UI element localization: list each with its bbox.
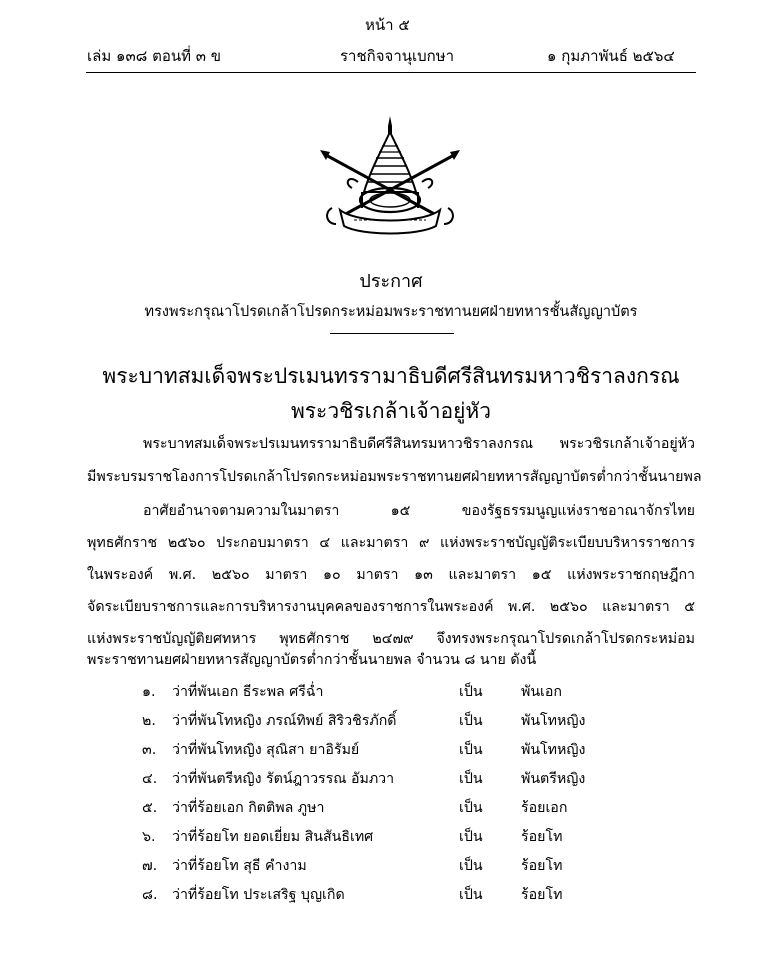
king-name-line2: พระวชิรเกล้าเจ้าอยู่หัว [290,399,492,423]
item-as: เป็น [459,684,483,700]
item-as: เป็น [459,887,483,903]
gazette-name: ราชกิจจานุเบกษา [340,47,455,65]
item-name: ว่าที่พันเอก ธีระพล ศรีฉ่ำ [172,684,324,700]
announcement-title: ประกาศ [359,271,423,292]
item-number: ๒. [142,713,156,729]
paragraph-2-line-3: ในพระองค์ พ.ศ. ๒๕๖๐ มาตรา ๑๐ มาตรา ๑๓ และมาตรา ๑๕ แห่งพระราชกฤษฎีกา [87,567,695,583]
item-name: ว่าที่พันตรีหญิง รัตน์ฎาวรรณ อัมภวา [172,771,395,787]
item-name: ว่าที่ร้อยโท สุธี คำงาม [172,858,307,874]
item-name: ว่าที่พันโทหญิง สุณิสา ยาอิรัมย์ [172,742,360,758]
king-name-line1: พระบาทสมเด็จพระปรเมนทรรามาธิบดีศรีสินทรมหาวชิราลงกรณ [102,364,680,388]
item-number: ๓. [142,742,157,758]
publication-date: ๑ กุมภาพันธ์ ๒๕๖๔ [547,47,675,65]
item-as: เป็น [459,742,483,758]
title-rule [330,333,454,334]
item-rank: พันโทหญิง [521,713,586,729]
announcement-subtitle: ทรงพระกรุณาโปรดเกล้าโปรดกระหม่อมพระราชทานยศฝ่ายทหารชั้นสัญญาบัตร [144,304,638,320]
item-as: เป็น [459,771,483,787]
item-number: ๔. [142,771,158,787]
item-as: เป็น [459,829,483,845]
header-rule [86,72,696,73]
paragraph-2-line-5: แห่งพระราชบัญญัติยศทหาร พุทธศักราช ๒๔๗๙ จึงทรงพระกรุณาโปรดเกล้าโปรดกระหม่อม [87,631,695,647]
paragraph-1-line-2: มีพระบรมราชโองการโปรดเกล้าโปรดกระหม่อมพระราชทานยศฝ่ายทหารสัญญาบัตรต่ำกว่าชั้นนายพล [87,469,702,485]
paragraph-1-line-1: พระบาทสมเด็จพระปรเมนทรรามาธิบดีศรีสินทรมหาวชิราลงกรณ พระวชิรเกล้าเจ้าอยู่หัว [143,436,695,452]
item-rank: ร้อยโท [521,858,563,874]
item-as: เป็น [459,858,483,874]
item-name: ว่าที่ร้อยเอก กิตติพล ภูษา [172,800,325,816]
royal-seal-emblem [318,112,462,236]
item-name: ว่าที่ร้อยโท ประเสริฐ บุญเกิด [172,887,345,903]
item-as: เป็น [459,713,483,729]
item-number: ๑. [142,684,156,700]
volume-issue: เล่ม ๑๓๘ ตอนที่ ๓ ข [87,47,222,65]
item-number: ๕. [142,800,158,816]
item-rank: พันเอก [521,684,563,700]
item-as: เป็น [459,800,483,816]
paragraph-2-line-1: อาศัยอำนาจตามความในมาตรา ๑๕ ของรัฐธรรมนูญแห่งราชอาณาจักรไทย [143,503,695,519]
item-name: ว่าที่ร้อยโท ยอดเยี่ยม สินสันธิเทศ [172,829,374,845]
page-number: หน้า ๕ [365,16,410,34]
item-number: ๗. [142,858,158,874]
paragraph-2-line-4: จัดระเบียบราชการและการบริหารงานบุคคลของราชการในพระองค์ พ.ศ. ๒๕๖๐ และมาตรา ๕ [87,599,695,615]
item-rank: พันตรีหญิง [521,771,586,787]
paragraph-2-line-2: พุทธศักราช ๒๕๖๐ ประกอบมาตรา ๔ และมาตรา ๙ แห่งพระราชบัญญัติระเบียบบริหารราชการ [87,535,695,551]
item-name: ว่าที่พันโทหญิง ภรณ์ทิพย์ สิริวชิรภักดิ์ [172,713,397,729]
item-rank: ร้อยโท [521,887,563,903]
item-rank: พันโทหญิง [521,742,586,758]
item-rank: ร้อยโท [521,829,563,845]
item-rank: ร้อยเอก [521,800,568,816]
paragraph-2-line-6: พระราชทานยศฝ่ายทหารสัญญาบัตรต่ำกว่าชั้นนายพล จำนวน ๘ นาย ดังนี้ [87,652,537,668]
item-number: ๘. [142,887,158,903]
item-number: ๖. [142,829,156,845]
